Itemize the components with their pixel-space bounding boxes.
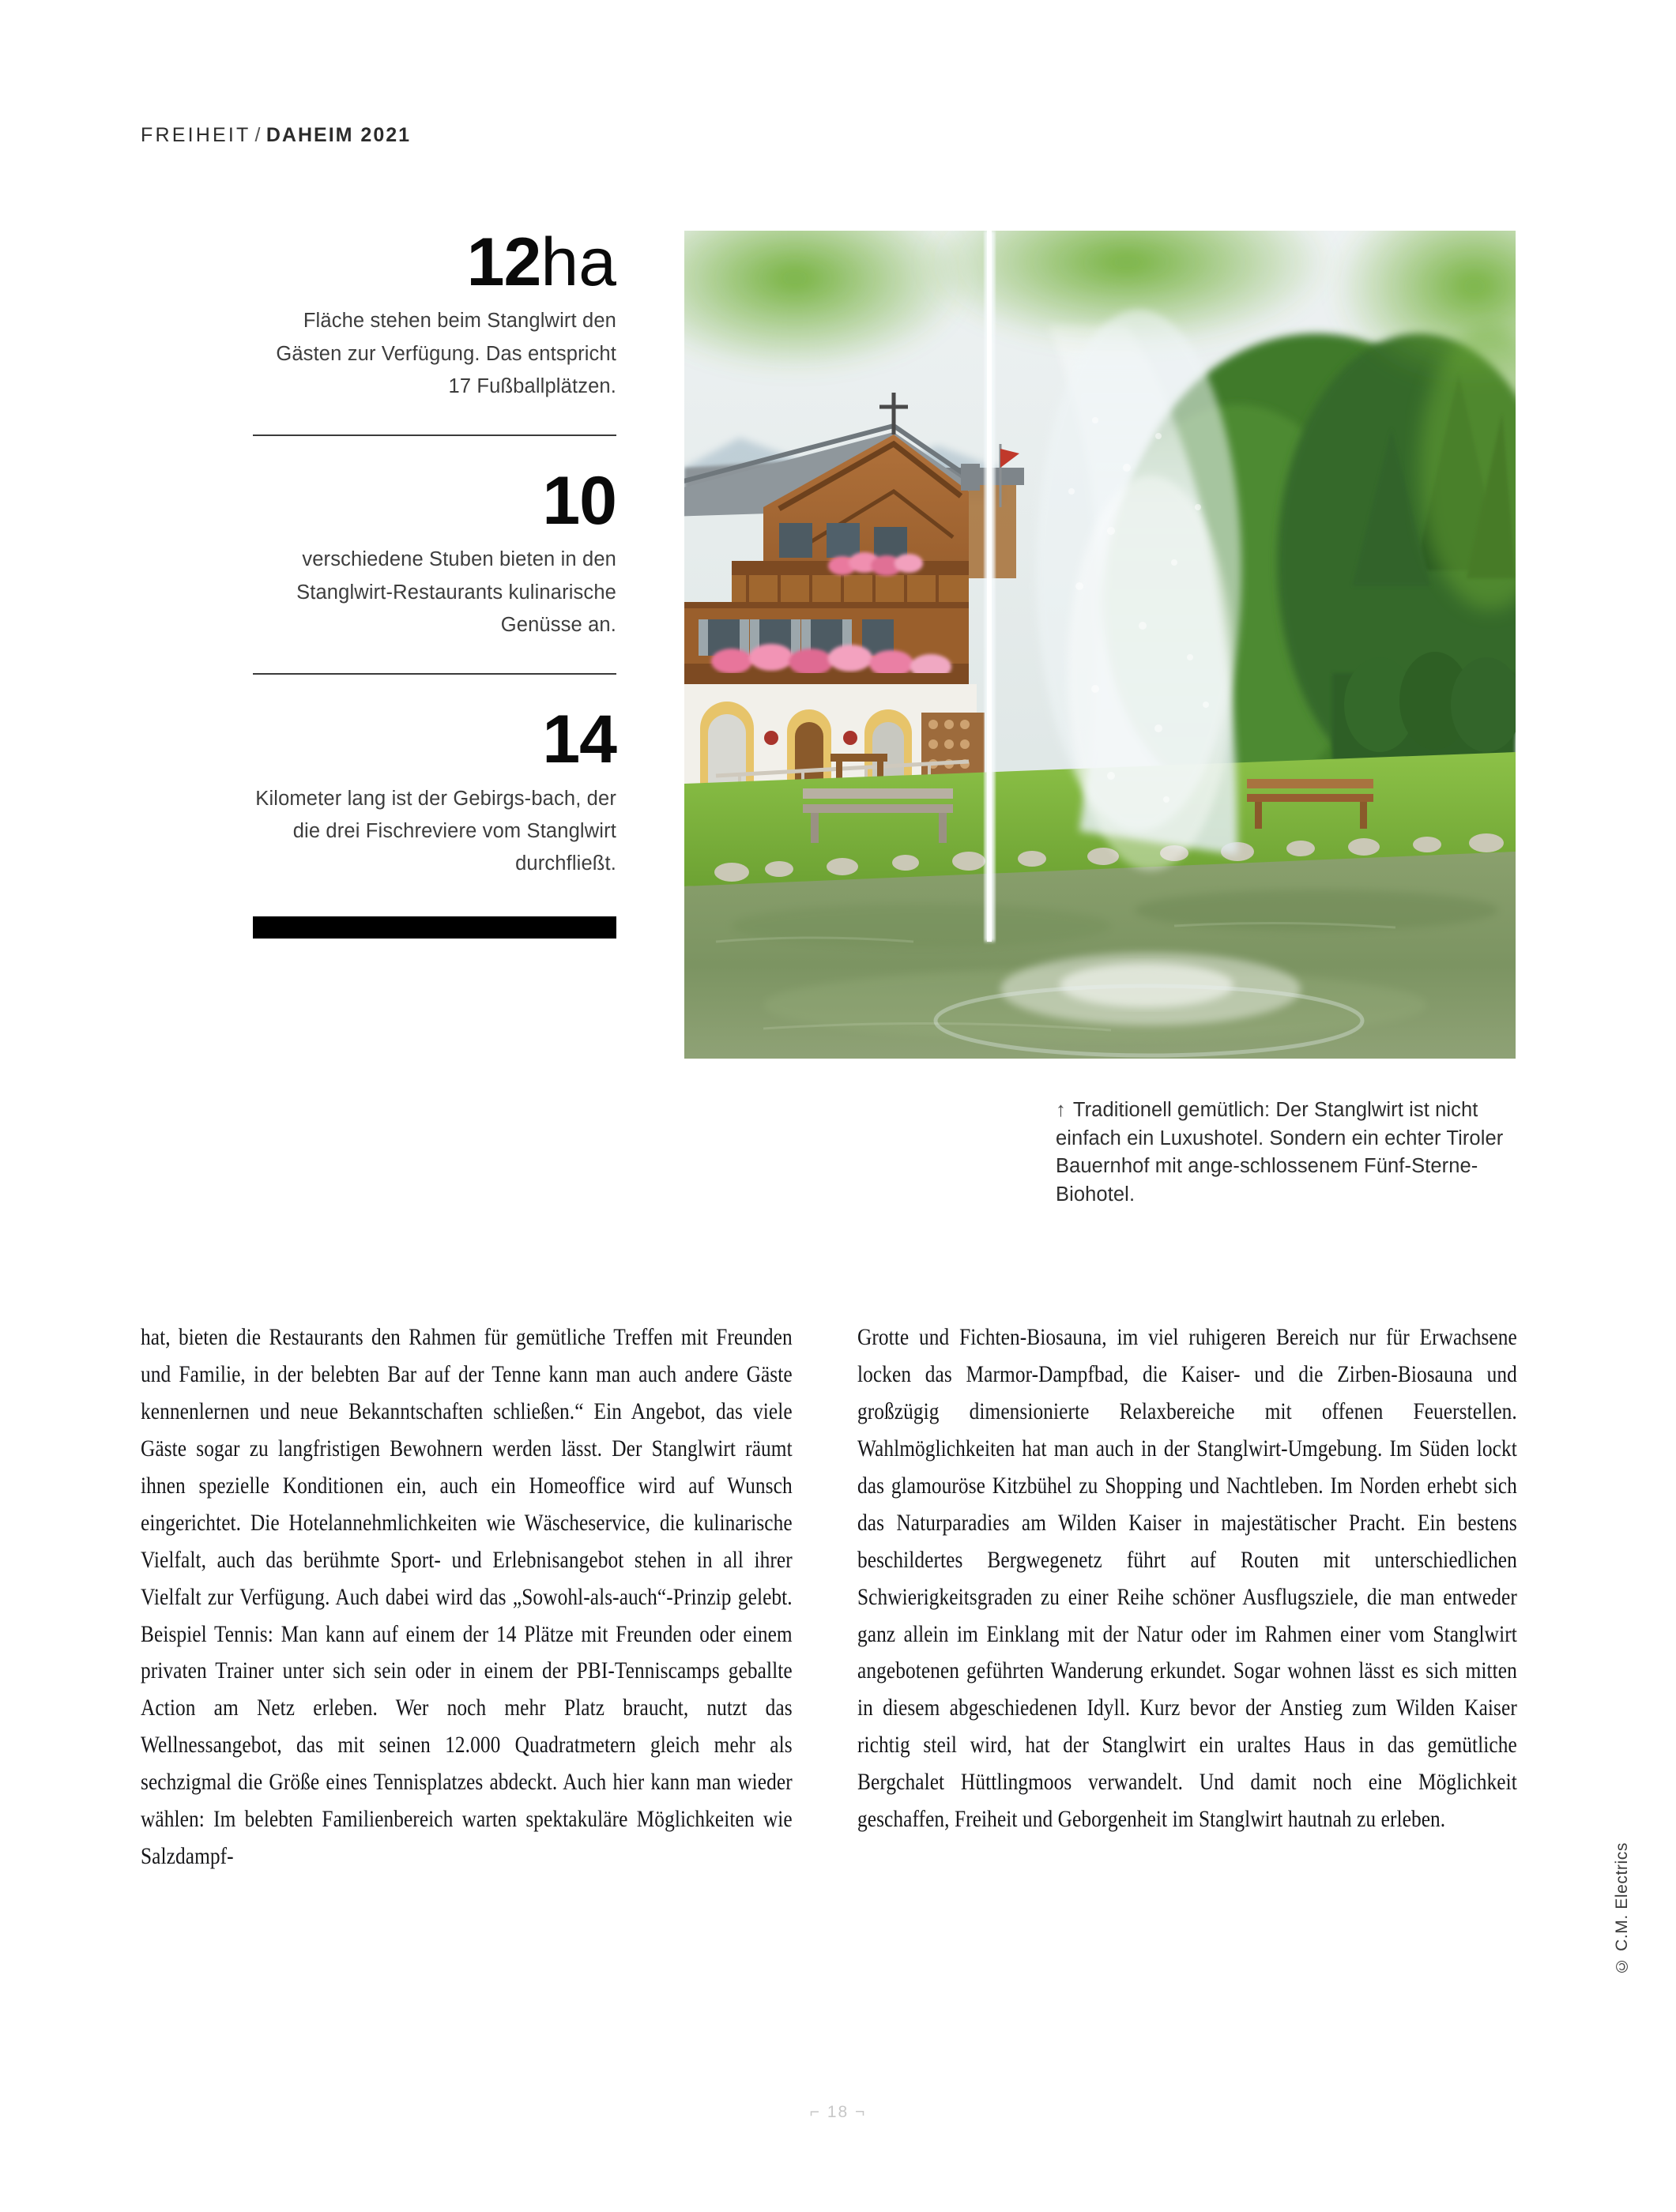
hero-photo <box>684 231 1516 1059</box>
statistics-column <box>253 224 616 939</box>
stat-item-3 <box>253 702 616 880</box>
stat-number-3 <box>253 702 616 778</box>
body-text-right: Grotte und Fichten-Biosauna, im viel ruhigeren Bereich nur für Erwachsene locken das Marmor-Dampfbad, die Kaiser- und die Zirben-Biosauna und großzügig dimensionierte Relaxbereiche mit offenen Feuerstellen. Wahlmöglichkeiten hat man auch in der Stanglwirt-Umgebung. Im Süden lockt das glamouröse Kitzbühel zu Shopping und Nachtleben. Im Norden erhebt sich das Naturparadies am Wilden Kaiser in majestätischer Pracht. Ein bestens beschildertes Bergwegenetz führt auf Routen mit unterschiedlichen Schwierigkeitsgraden zu einer Reihe schöner Ausflugsziele, die man entweder ganz allein im Einklang mit der Natur oder im Rahmen einer vom Stanglwirt angebotenen geführten Wanderung erkundet. Sogar wohnen lässt es sich mitten in diesem abgeschiedenen Idyll. Kurz bevor der Anstieg zum Wilden Kaiser richtig steil wird, hat der Stanglwirt ein uraltes Haus in das gemütliche Bergchalet Hüttlingmoos verwandelt. Und damit noch eine Möglichkeit geschaffen, Freiheit und Geborgenheit im Stanglwirt hautnah zu erleben. <box>857 1324 1517 1833</box>
page-number: ⌐ 18 ¬ <box>809 2103 867 2121</box>
running-head-issue: DAHEIM 2021 <box>266 124 412 146</box>
photo-caption <box>1056 1097 1514 1209</box>
stat-description-2: verschiedene Stuben bieten in den Stanglwirt-Restaurants kulinarische Genüsse an. <box>296 548 616 637</box>
stat-description-1: Fläche stehen beim Stanglwirt den Gästen zur Verfügung. Das entspricht 17 Fußballplätzen. <box>276 310 616 397</box>
running-head <box>141 124 411 147</box>
stat-value-2: 10 <box>542 463 616 540</box>
stat-unit-1: ha <box>540 224 616 300</box>
stats-end-bar <box>253 916 616 939</box>
photo-caption-text: Traditionell gemütlich: Der Stanglwirt ist nicht einfach ein Luxushotel. Sondern ein echter Tiroler Bauernhof mit ange-schlossenem Fünf-Sterne-Biohotel. <box>1056 1099 1504 1206</box>
stat-value-3: 14 <box>542 702 616 778</box>
stat-item-1 <box>253 224 616 403</box>
up-arrow-icon: ↑ <box>1056 1099 1066 1121</box>
photo-illustration <box>684 231 1516 1059</box>
body-column-left <box>141 1319 793 1875</box>
body-text-left: hat, bieten die Restaurants den Rahmen für gemütliche Treffen mit Freunden und Familie, in der belebten Bar auf der Tenne kann man auch andere Gäste kennenlernen und neue Bekanntschaften schließen.“ Ein Angebot, das viele Gäste sogar zu langfristigen Bewohnern werden lässt. Der Stanglwirt räumt ihnen spezielle Konditionen ein, auch ein Homeoffice wird auf Wunsch eingerichtet. Die Hotelannehmlichkeiten wie Wäscheservice, die kulinarische Vielfalt, auch das berühmte Sport- und Erlebnisangebot stehen in all ihrer Vielfalt zur Verfügung. Auch dabei wird das „Sowohl-als-auch“-Prinzip gelebt. Beispiel Tennis: Man kann auf einem der 14 Plätze mit Freunden oder einem privaten Trainer unter sich sein oder in einem der PBI-Tenniscamps geballte Action am Netz erleben. Wer noch mehr Platz braucht, nutzt das Wellnessangebot, das mit seinen 12.000 Quadratmetern gleich mehr als sechzigmal die Größe eines Tennisplatzes abdeckt. Auch hier kann man wieder wählen: Im belebten Familienbereich warten spektakuläre Möglichkeiten wie Salzdampf- <box>141 1324 793 1870</box>
photo-credit: © C.M. Electrics <box>1613 1842 1631 1975</box>
running-head-separator: / <box>254 124 262 146</box>
stat-divider-1 <box>253 434 616 436</box>
body-column-right <box>857 1319 1517 1838</box>
running-head-section: FREIHEIT <box>141 124 251 146</box>
stat-divider-2 <box>253 673 616 675</box>
stat-description-3: Kilometer lang ist der Gebirgs-bach, der die drei Fischreviere vom Stanglwirt durchfließt. <box>255 787 616 875</box>
stat-number-1 <box>253 224 616 300</box>
stat-number-2 <box>253 463 616 540</box>
stat-item-2 <box>253 463 616 641</box>
stat-value-1: 12 <box>466 224 541 300</box>
